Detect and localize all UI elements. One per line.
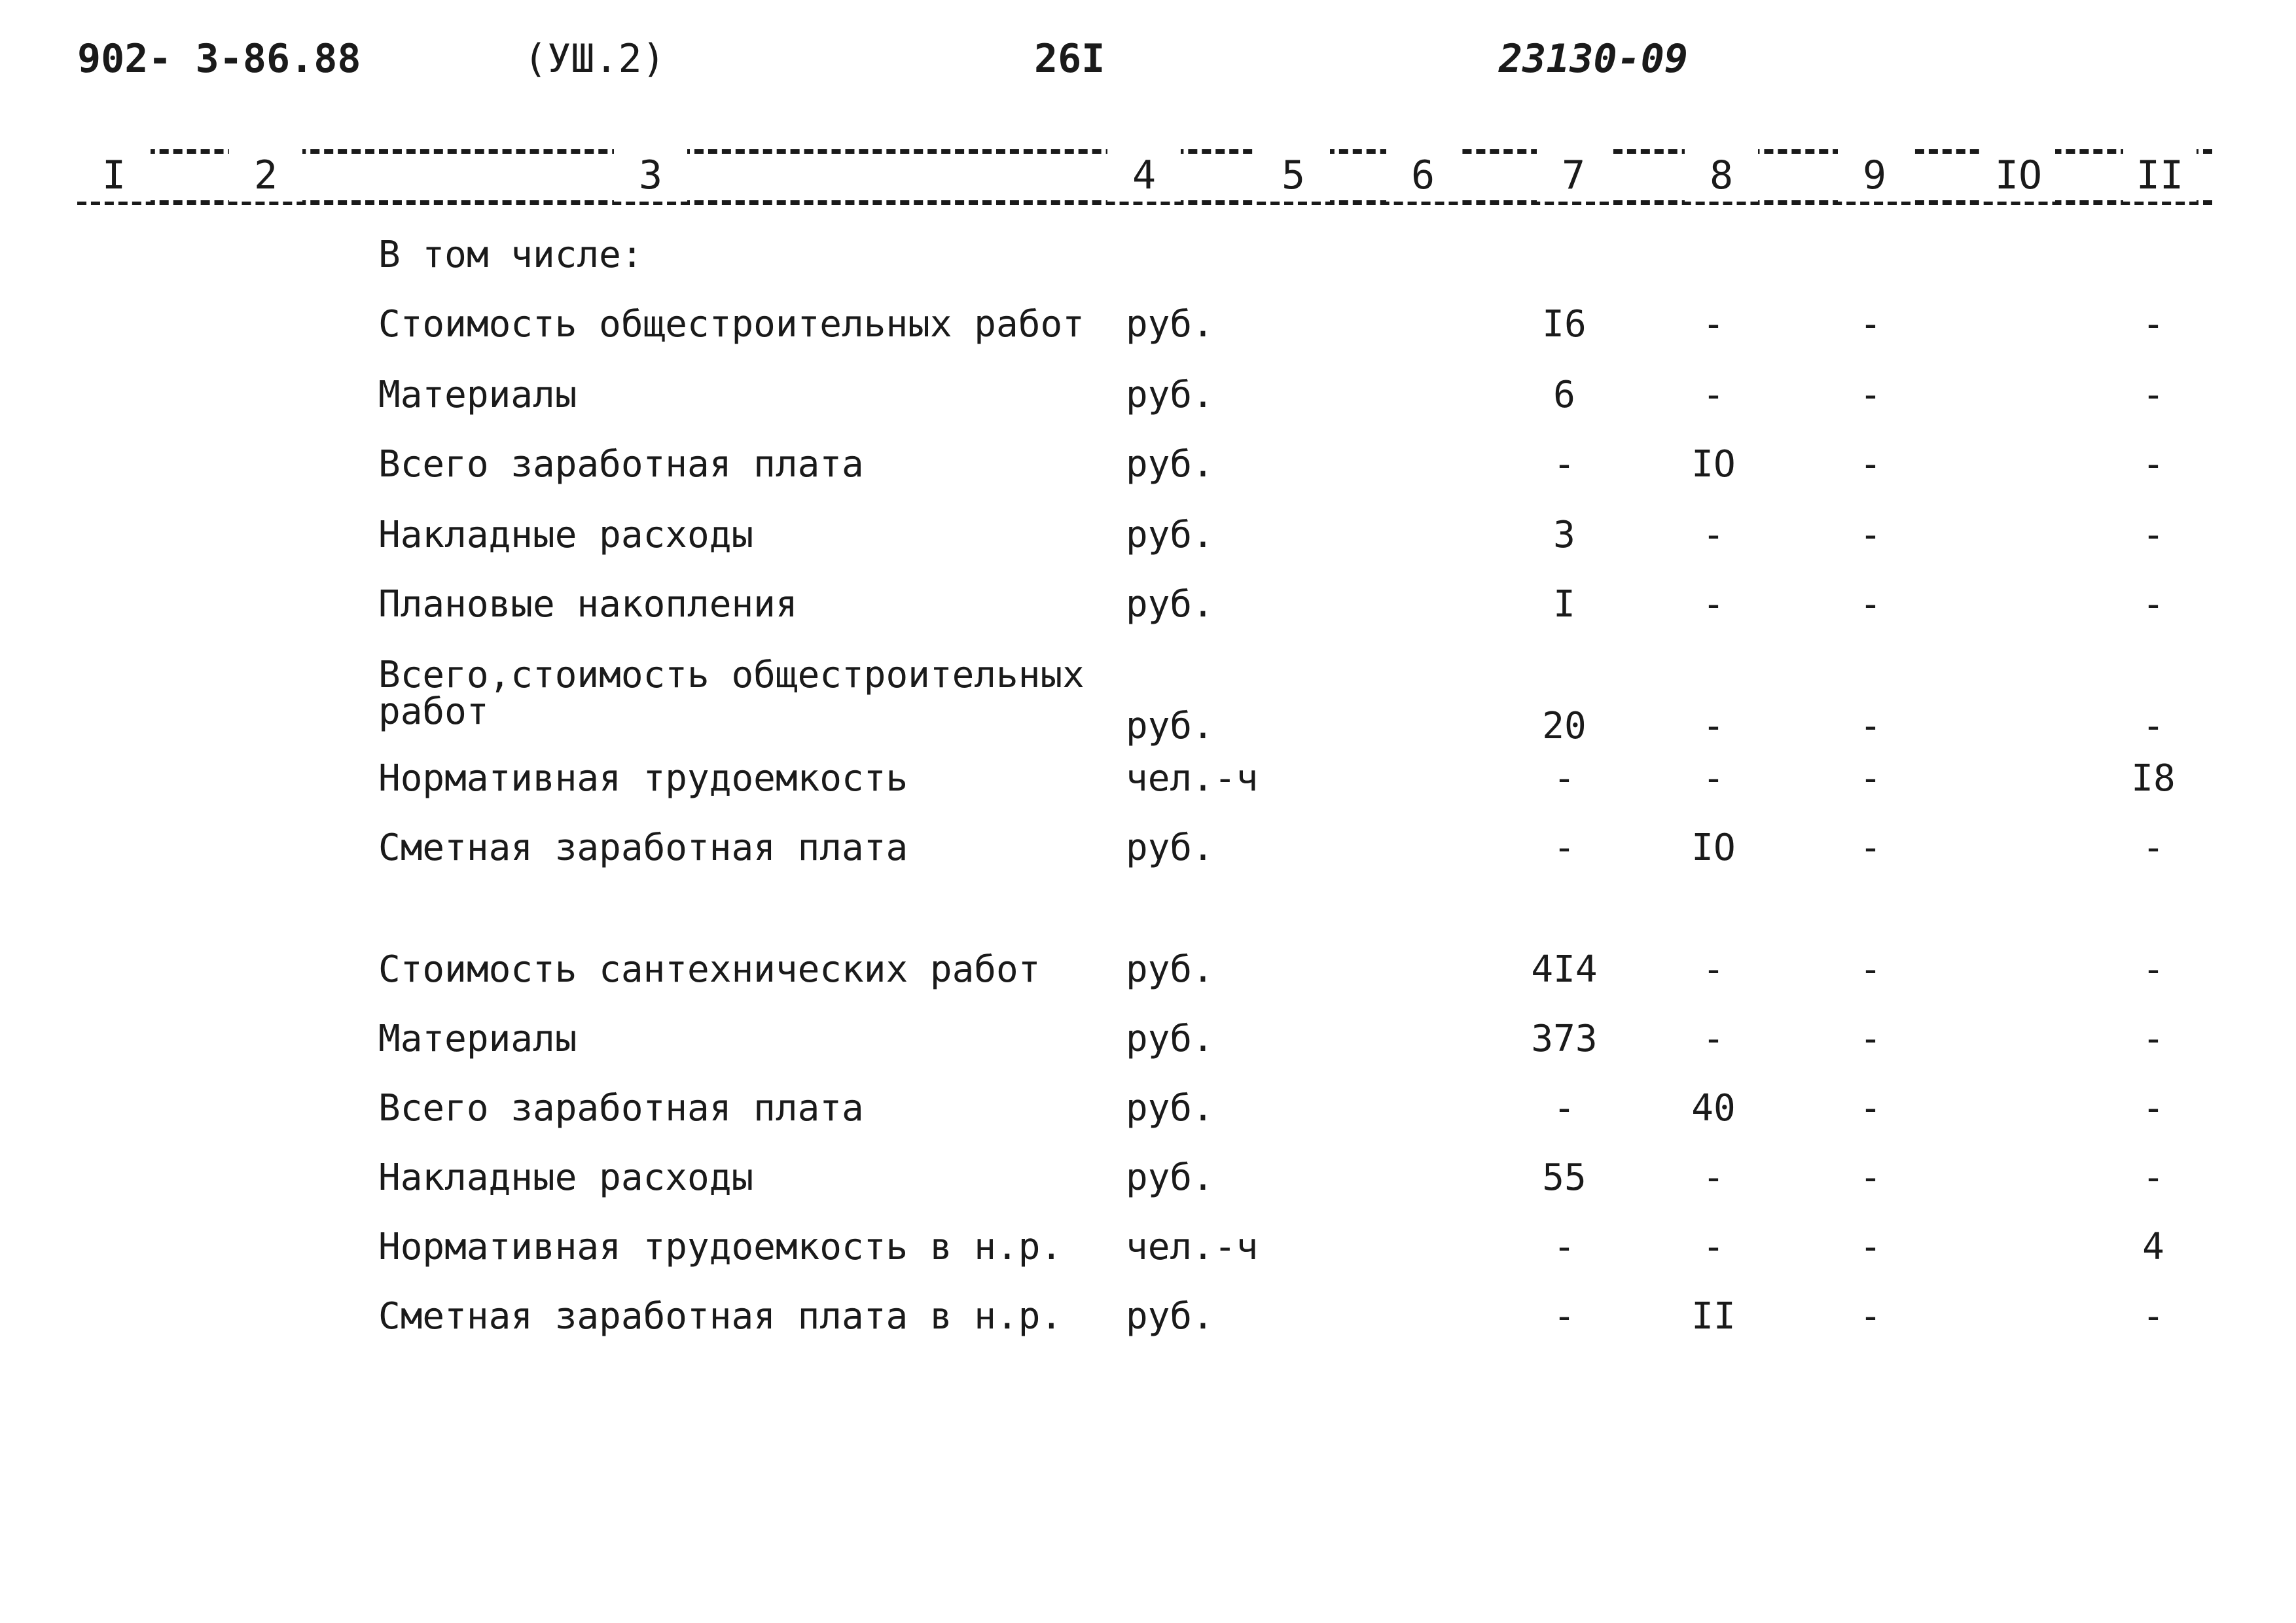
row-value-col11: -	[2142, 514, 2164, 556]
row-value-col11: -	[2142, 1295, 2164, 1338]
row-value-col9: -	[1859, 374, 1882, 416]
column-number-1: I	[77, 149, 151, 202]
row-label: Сметная заработная плата в н.р.	[378, 1295, 1063, 1338]
row-label	[378, 654, 1085, 733]
row-unit: руб.	[1126, 1295, 1214, 1338]
table-row	[0, 746, 2296, 812]
column-number-2: 2	[229, 149, 302, 202]
row-value-col11: 4	[2142, 1226, 2164, 1268]
row-value-col8: -	[1702, 948, 1725, 991]
row-value-col8: -	[1702, 514, 1725, 556]
table-row	[0, 937, 2296, 1003]
table-row	[0, 572, 2296, 637]
row-value-col7: I	[1553, 583, 1575, 626]
table-row	[0, 292, 2296, 357]
row-label: Стоимость сантехнических работ	[378, 948, 1041, 991]
row-label: Накладные расходы	[378, 1156, 754, 1199]
row-value-col9: -	[1859, 827, 1882, 869]
row-value-col11: -	[2142, 1018, 2164, 1060]
row-unit: руб.	[1126, 583, 1214, 626]
row-value-col7: 20	[1542, 705, 1587, 747]
column-number-8: 8	[1685, 149, 1758, 202]
row-value-col8: -	[1702, 1156, 1725, 1199]
row-unit: руб.	[1126, 443, 1214, 486]
row-label: Накладные расходы	[378, 514, 754, 556]
row-value-col11: -	[2142, 443, 2164, 486]
column-number-3: 3	[614, 149, 687, 202]
table-row	[0, 1145, 2296, 1211]
row-value-col7: 3	[1553, 514, 1575, 556]
intro-row	[0, 223, 2296, 288]
row-unit: руб.	[1126, 1018, 1214, 1060]
row-value-col9: -	[1859, 1226, 1882, 1268]
row-value-col9: -	[1859, 948, 1882, 991]
row-value-col11: -	[2142, 1156, 2164, 1199]
intro-label: В том числе:	[378, 234, 643, 276]
row-value-col9: -	[1859, 514, 1882, 556]
row-label-line1: Всего,стоимость общестроительных	[378, 654, 1085, 696]
row-value-col7: -	[1553, 443, 1575, 486]
column-number-11: II	[2123, 149, 2197, 202]
row-unit: руб.	[1126, 514, 1214, 556]
row-unit: руб.	[1126, 1087, 1214, 1130]
row-value-col8: IO	[1691, 443, 1736, 486]
row-value-col7: 373	[1531, 1018, 1598, 1060]
row-value-col7: 6	[1553, 374, 1575, 416]
column-number-4: 4	[1107, 149, 1181, 202]
row-unit: руб.	[1126, 705, 1214, 747]
table-row	[0, 654, 2296, 749]
row-value-col7: -	[1553, 757, 1575, 800]
row-unit: чел.-ч	[1126, 757, 1259, 800]
volume-label: (УШ.2)	[524, 36, 666, 82]
row-value-col8: -	[1702, 1226, 1725, 1268]
column-number-6: 6	[1386, 149, 1460, 202]
row-label: Сметная заработная плата	[378, 827, 908, 869]
row-value-col11: I8	[2131, 757, 2176, 800]
row-value-col11: -	[2142, 705, 2164, 747]
table-row	[0, 1007, 2296, 1072]
row-unit: руб.	[1126, 1156, 1214, 1199]
row-value-col9: -	[1859, 757, 1882, 800]
row-value-col8: -	[1702, 583, 1725, 626]
row-value-col11: -	[2142, 303, 2164, 346]
row-value-col8: -	[1702, 374, 1725, 416]
table-row	[0, 1076, 2296, 1141]
row-value-col8: -	[1702, 705, 1725, 747]
row-value-col8: -	[1702, 303, 1725, 346]
row-label: Всего заработная плата	[378, 443, 864, 486]
row-value-col7: -	[1553, 1087, 1575, 1130]
document-number: 23130-09	[1499, 36, 1688, 82]
row-label: Материалы	[378, 1018, 577, 1060]
row-value-col9: -	[1859, 1156, 1882, 1199]
project-code: 902- 3-86.88	[77, 36, 361, 82]
row-value-col7: -	[1553, 1295, 1575, 1338]
row-label: Плановые накопления	[378, 583, 798, 626]
column-number-5: 5	[1257, 149, 1330, 202]
row-unit: руб.	[1126, 303, 1214, 346]
row-value-col8: -	[1702, 1018, 1725, 1060]
row-unit: руб.	[1126, 374, 1214, 416]
row-value-col9: -	[1859, 443, 1882, 486]
row-value-col9: -	[1859, 1087, 1882, 1130]
row-label: Стоимость общестроительных работ	[378, 303, 1085, 346]
column-number-10: IO	[1982, 149, 2055, 202]
row-value-col9: -	[1859, 1295, 1882, 1338]
row-value-col11: -	[2142, 374, 2164, 416]
row-value-col9: -	[1859, 583, 1882, 626]
row-unit: чел.-ч	[1126, 1226, 1259, 1268]
row-label: Нормативная трудоемкость в н.р.	[378, 1226, 1063, 1268]
row-value-col11: -	[2142, 948, 2164, 991]
table-row	[0, 503, 2296, 568]
table-row	[0, 1284, 2296, 1349]
row-value-col9: -	[1859, 1018, 1882, 1060]
row-value-col7: 4I4	[1531, 948, 1598, 991]
row-label-line2: работ	[378, 690, 489, 733]
column-number-7: 7	[1537, 149, 1610, 202]
row-value-col11: -	[2142, 827, 2164, 869]
row-value-col11: -	[2142, 1087, 2164, 1130]
row-value-col7: -	[1553, 827, 1575, 869]
row-value-col8: -	[1702, 757, 1725, 800]
row-label: Всего заработная плата	[378, 1087, 864, 1130]
table-row	[0, 815, 2296, 881]
row-value-col11: -	[2142, 583, 2164, 626]
row-unit: руб.	[1126, 948, 1214, 991]
row-label: Нормативная трудоемкость	[378, 757, 908, 800]
row-value-col7: I6	[1542, 303, 1587, 346]
row-value-col8: IO	[1691, 827, 1736, 869]
column-number-9: 9	[1838, 149, 1911, 202]
row-value-col9: -	[1859, 705, 1882, 747]
row-value-col7: -	[1553, 1226, 1575, 1268]
page-number: 26I	[1034, 36, 1105, 82]
table-row	[0, 363, 2296, 428]
row-value-col7: 55	[1542, 1156, 1587, 1199]
table-row	[0, 1215, 2296, 1280]
table-row	[0, 432, 2296, 497]
row-label: Материалы	[378, 374, 577, 416]
row-value-col8: II	[1691, 1295, 1736, 1338]
row-value-col9: -	[1859, 303, 1882, 346]
row-value-col8: 40	[1691, 1087, 1736, 1130]
row-unit: руб.	[1126, 827, 1214, 869]
